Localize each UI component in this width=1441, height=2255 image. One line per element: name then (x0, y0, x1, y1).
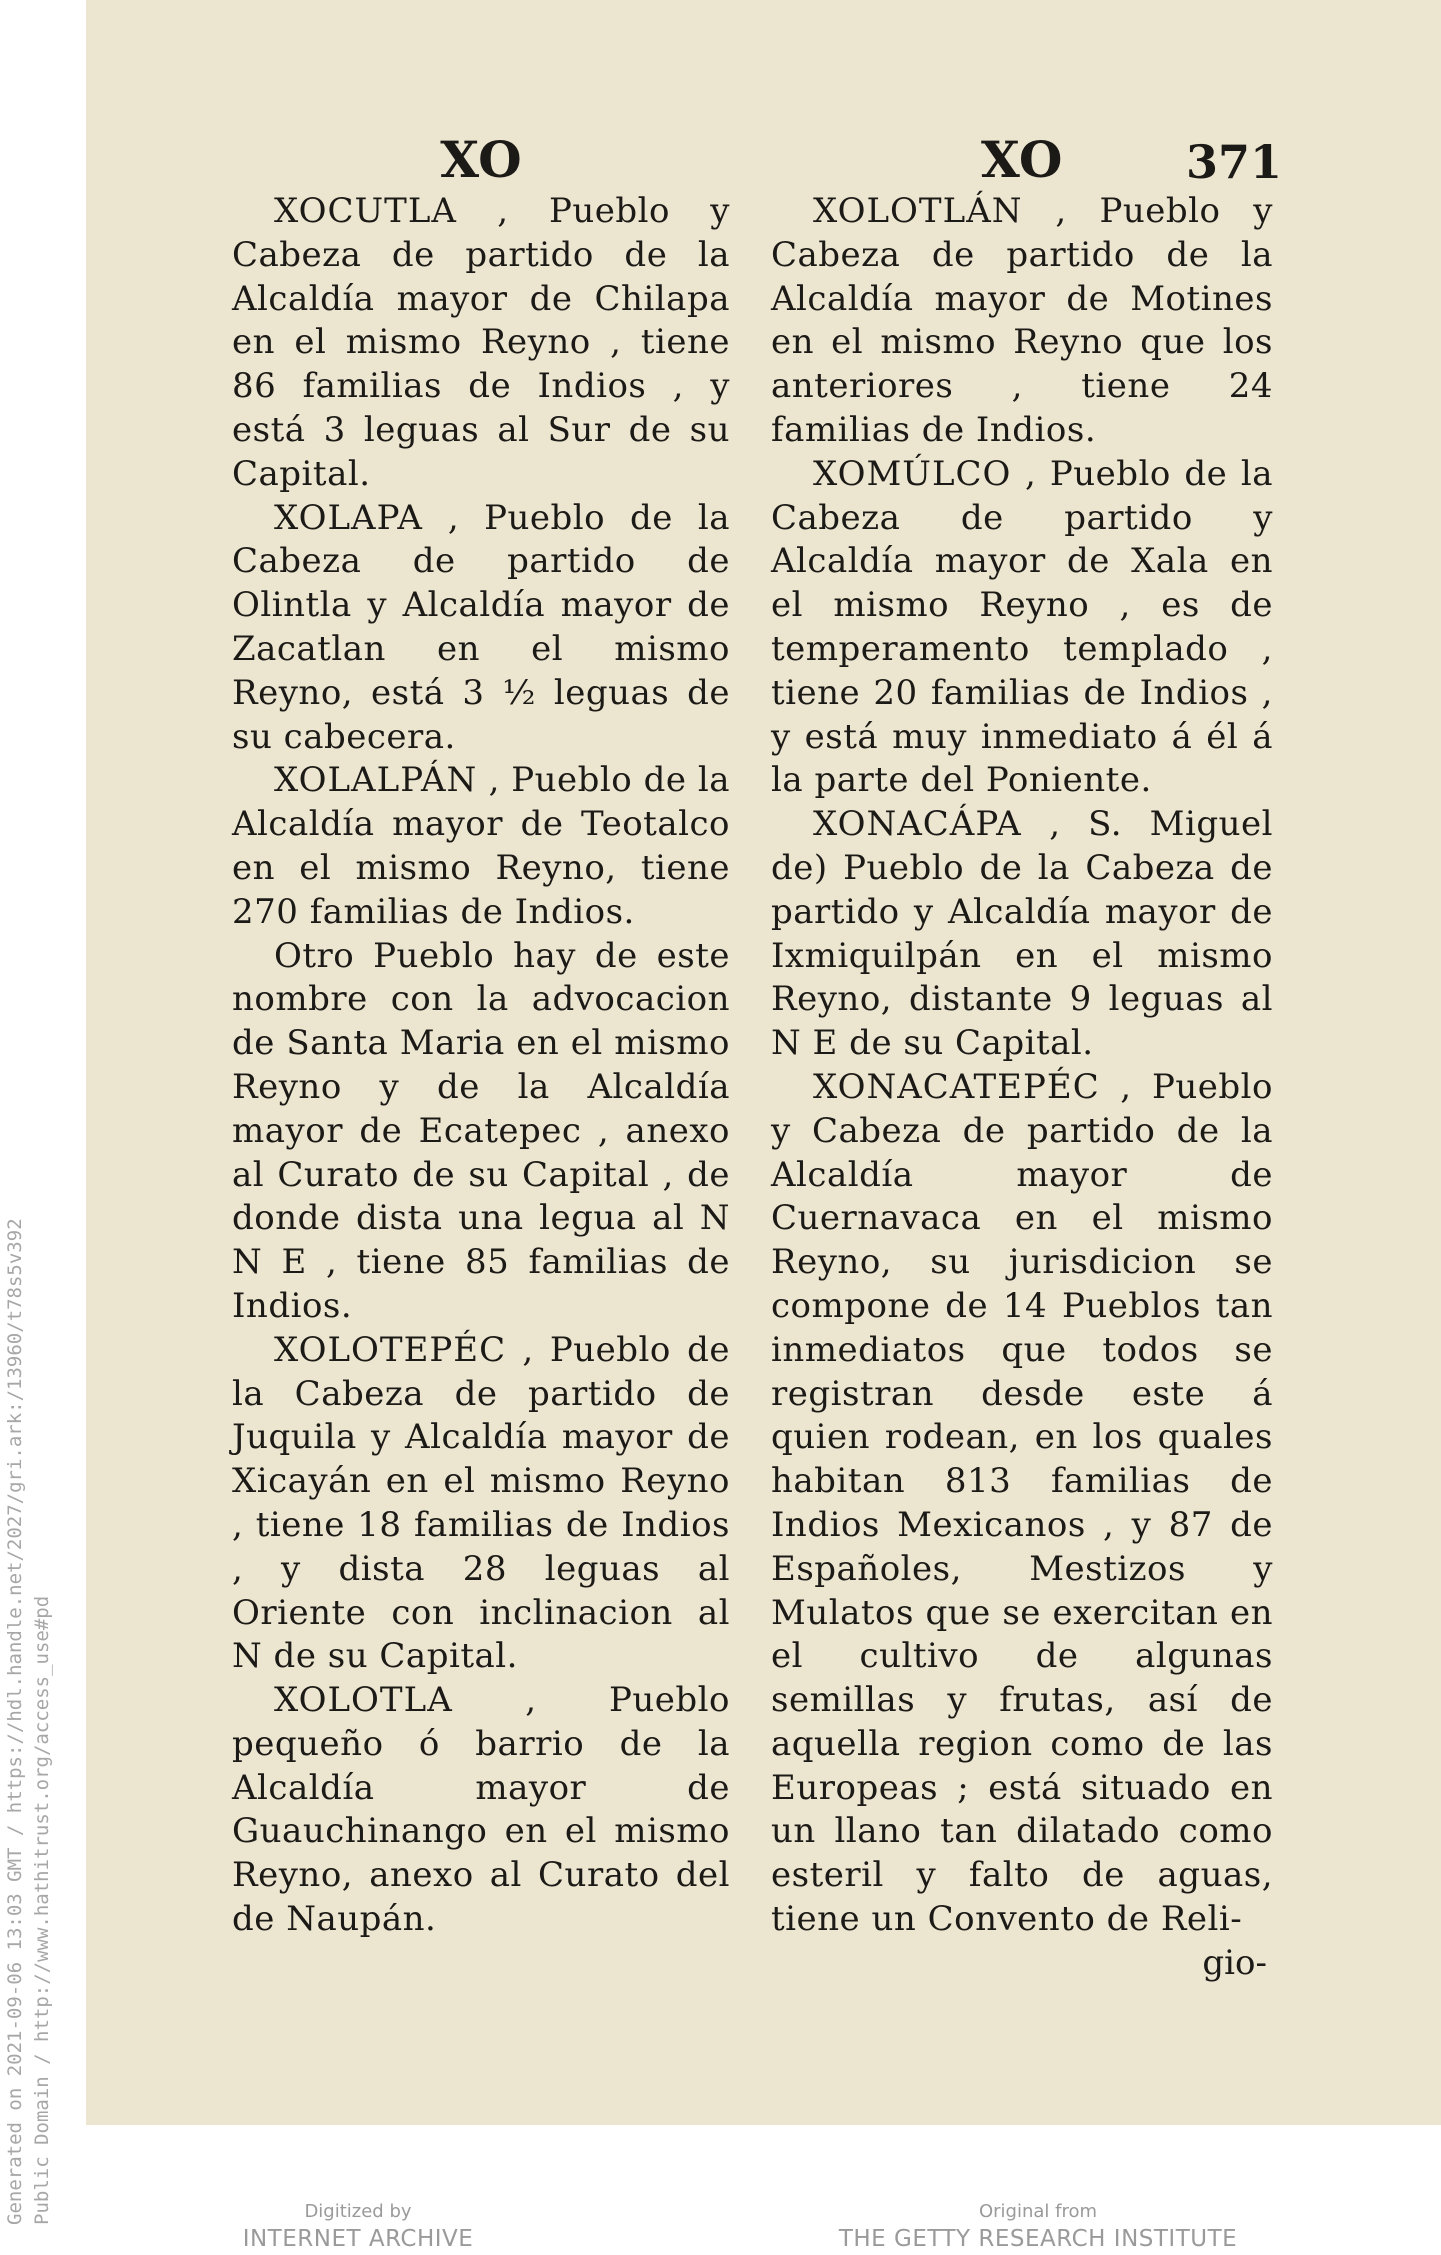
entry-text: , S. Miguel de) Pueblo de la Cabeza de partido y Alcaldía mayor de Ixmiquilpán en el mismo Reyno, distante 9 leguas al N E de su Capital. (771, 804, 1273, 1064)
entry-paragraph (232, 190, 730, 497)
entry-headword: XOCUTLA (274, 191, 457, 231)
entry-paragraph (232, 935, 730, 1329)
entry-text: , Pueblo y Cabeza de partido de la Alcaldía mayor de Cuernavaca en el mismo Reyno, su jurisdicion se compone de 14 Pueblos tan inmediatos que todos se registran desde este á quien rodean, en los quales habitan 813 familias de Indios Mexicanos , y 87 de Españoles, Mestizos y Mulatos que se exercitan en el cultivo de algunas semillas y frutas, así de aquella region como de las Europeas ; está situado en un llano tan dilatado como esteril y falto de aguas, tiene un Convento de Reli- (771, 1066, 1273, 1940)
entry-headword: XOLAPA (274, 497, 423, 538)
entry-text: , Pueblo de la Cabeza de partido de Olintla y Alcaldía mayor de Zacatlan en el mismo Reyno, está 3 ½ leguas de su cabecera. (232, 497, 730, 757)
entry-headword: XOLALPÁN (274, 760, 478, 801)
getty-institute-label: THE GETTY RESEARCH INSTITUTE (838, 2226, 1238, 2252)
digitized-by-credit (78, 2200, 638, 2254)
entry-headword: XONACATEPÉC (813, 1066, 1100, 1107)
left-running-head: XO (440, 130, 522, 189)
left-entries (232, 190, 730, 1942)
entry-paragraph (232, 1679, 730, 1942)
left-column (232, 130, 730, 1942)
entry-paragraph (232, 759, 730, 934)
scanned-page (86, 0, 1441, 2125)
entry-paragraph (232, 497, 730, 760)
entry-text: , Pueblo y Cabeza de partido de la Alcaldía mayor de Motines en el mismo Reyno que los anteriores , tiene 24 familias de Indios. (771, 191, 1273, 450)
entry-paragraph (771, 453, 1273, 803)
catchword: gio- (1202, 1942, 1267, 1983)
entry-paragraph (771, 1066, 1273, 1942)
right-header-row (771, 130, 1283, 190)
entry-text: , Pueblo de la Cabeza de partido de Juquila y Alcaldía mayor de Xicayán en el mismo Reyno , tiene 18 familias de Indios , y dista 28 leguas al Oriente con inclinacion al N de su Capital. (232, 1329, 730, 1677)
right-column (771, 130, 1283, 1986)
license-line: Public Domain / http://www.hathitrust.org/access_use#pd (31, 1595, 53, 2225)
entry-text: , Pueblo y Cabeza de partido de la Alcaldía mayor de Chilapa en el mismo Reyno , tiene 86 familias de Indios , y está 3 leguas al Sur de su Capital. (232, 191, 730, 494)
entry-headword: XONACÁPA (813, 804, 1022, 845)
entry-headword: XOLOTLÁN (813, 191, 1023, 231)
original-from-credit (758, 2200, 1318, 2254)
entry-paragraph (771, 190, 1273, 453)
right-running-head: XO (981, 130, 1063, 189)
digitized-by-label: Digitized by (304, 2201, 412, 2222)
internet-archive-label: INTERNET ARCHIVE (242, 2226, 474, 2252)
right-entries (771, 190, 1273, 1942)
generated-line: Generated on 2021-09-06 13:03 GMT / https://hdl.handle.net/2027/gri.ark:/13960/t78s5v392 (4, 1218, 26, 2225)
entry-headword: XOMÚLCO (813, 453, 1012, 494)
page-number: 371 (1186, 135, 1283, 189)
entry-text: Otro Pueblo hay de este nombre con la advocacion de Santa Maria en el mismo Reyno y de la Alcaldía mayor de Ecatepec , anexo al Curato de su Capital , de donde dista una legua al N N E , tiene 85 familias de Indios. (232, 935, 730, 1326)
entry-text: , Pueblo pequeño ó barrio de la Alcaldía mayor de Guauchinango en el mismo Reyno, anexo al Curato del de Naupán. (232, 1680, 730, 1940)
entry-headword: XOLOTEPÉC (274, 1329, 507, 1370)
entry-paragraph (232, 1329, 730, 1679)
entry-headword: XOLOTLA (274, 1680, 453, 1721)
original-from-label: Original from (978, 2201, 1098, 2222)
entry-text: , Pueblo de la Cabeza de partido y Alcaldía mayor de Xala en el mismo Reyno , es de temperamento templado , tiene 20 familias de Indios , y está muy inmediato á él á la parte del Poniente. (771, 453, 1273, 801)
entry-text: , Pueblo de la Alcaldía mayor de Teotalco en el mismo Reyno, tiene 270 familias de Indios. (232, 760, 730, 932)
access-stamp (2, 1075, 56, 2225)
entry-paragraph (771, 803, 1273, 1066)
